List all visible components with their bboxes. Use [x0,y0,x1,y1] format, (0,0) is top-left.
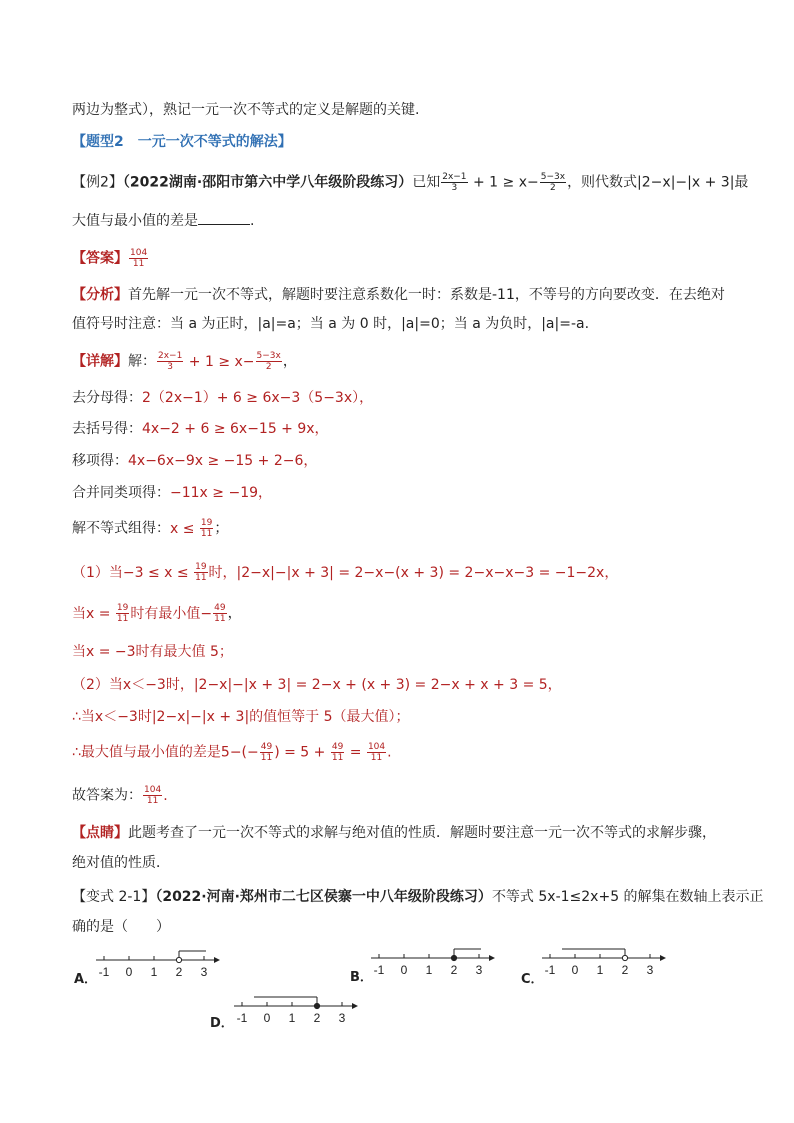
hollow-point [176,957,181,962]
fraction: $\frac{2x-1}{3}$ [158,351,183,372]
tick-label: -1 [544,963,556,977]
tick-label: -1 [373,963,385,977]
fraction: $\frac{19}{11}$ [116,603,129,624]
option-a-label[interactable]: A． [74,972,98,987]
min-line: 当x = $\frac{19}{11}$ 时有最小值− $\frac{49}{11}$ ， [72,603,242,624]
answer-blank [198,210,250,225]
constant-line: ∴当x＜−3时|2−x|−|x + 3|的值恒等于 5（最大值）； [72,709,410,725]
tick-label: -1 [236,1011,248,1025]
analysis-line2: 值符号时注意：当 a 为正时，|a|=a；当 a 为 0 时，|a|=0；当 a 为负时，|a|=-a. [72,316,590,332]
arrow-head [489,955,495,961]
final-answer-line: 故答案为： $\frac{104}{11}$ . [72,785,168,806]
difference-line: ∴最大值与最小值的差是5−(− $\frac{49}{11}$ ) = 5 + $\frac{49}{11}$ = $\frac{104}{11}$ . [72,742,392,763]
example-stem-line1: 【例2】（2022湖南·邵阳市第六中学八年级阶段练习）已知 $\frac{2x-1}{3}$ + 1 ≥ x− $\frac{5-3x}{2}$ ，则代数式|2−x|−|x + 3|最 [72,172,749,193]
fraction: $\frac{104}{11}$ [144,785,162,806]
option-c-number-line[interactable] [538,942,673,978]
tick-label: 1 [596,963,604,977]
option-a-number-line[interactable] [92,944,227,980]
solid-point [314,1003,319,1008]
answer-fraction: $\frac{104}{11}$ [130,248,148,269]
section-heading: 【题型2 一元一次不等式的解法】 [72,134,292,150]
intro-line: 两边为整式），熟记一元一次不等式的定义是解题的关键. [72,102,420,118]
step-line: 去分母得：2（2x−1）+ 6 ≥ 6x−3（5−3x）， [72,390,374,406]
tick-label: 3 [200,965,208,979]
answer-tag: 【答案】 [72,250,128,267]
option-b-number-line[interactable] [367,942,502,978]
option-c-label[interactable]: C． [521,972,544,987]
variant-tag: 【变式 2-1】 [72,889,156,905]
tick-label: 0 [125,965,133,979]
detail-line: 【详解】解： $\frac{2x-1}{3}$ + 1 ≥ x− $\frac{5-3x}{2}$ ， [72,351,297,372]
hollow-point [622,955,627,960]
tick-label: 1 [425,963,433,977]
max-line: 当x = −3时有最大值 5； [72,644,233,660]
tick-label: 3 [338,1011,346,1025]
comment-line1: 【点睛】此题考查了一元一次不等式的求解与绝对值的性质．解题时要注意一元一次不等式的求解步骤， [72,825,716,841]
tick-label: 2 [175,965,183,979]
tick-label: 3 [475,963,483,977]
fraction: $\frac{49}{11}$ [331,742,344,763]
solid-point [451,955,456,960]
tick-label: -1 [98,965,110,979]
answer-line [72,248,149,269]
analysis-line1: 【分析】首先解一元一次不等式，解题时要注意系数化一时：系数是-11，不等号的方向要改变．在去绝对 [72,287,725,303]
case2-line: （2）当x＜−3时，|2−x|−|x + 3| = 2−x + (x + 3) = 2−x + x + 3 = 5， [72,677,562,693]
tick-label: 3 [646,963,654,977]
fraction: $\frac{19}{11}$ [195,562,207,583]
fraction: $\frac{5-3x}{2}$ [540,172,566,193]
tick-label: 2 [450,963,458,977]
tick-label: 2 [313,1011,321,1025]
detail-tag: 【详解】 [72,353,128,370]
step-line: 去括号得：4x−2 + 6 ≥ 6x−15 + 9x， [72,421,329,437]
tick-label: 0 [571,963,579,977]
example-tag: 【例2】 [72,174,123,191]
fraction: $\frac{2x-1}{3}$ [442,172,467,193]
solve-line: 解不等式组得：x ≤ $\frac{19}{11}$ ； [72,518,229,539]
example-stem-line2: 大值与最小值的差是 . [72,210,254,231]
comment-tag: 【点睛】 [72,825,128,841]
fraction: $\frac{49}{11}$ [214,603,226,624]
option-d-label[interactable]: D． [210,1016,234,1031]
case1-line: （1）当−3 ≤ x ≤ $\frac{19}{11}$ 时，|2−x|−|x + 3| = 2−x−(x + 3) = 2−x−x−3 = −1−2x， [72,562,619,583]
fraction: $\frac{49}{11}$ [260,742,273,763]
arrow-head [352,1003,358,1009]
option-d-number-line[interactable] [230,990,365,1026]
variant-line1: 【变式 2-1】（2022·河南·郑州市二七区侯寨一中八年级阶段练习）不等式 5x-1≤2x+5 的解集在数轴上表示正 [72,889,764,905]
tick-label: 0 [263,1011,271,1025]
option-b-label[interactable]: B． [350,970,373,985]
step-line: 移项得：4x−6x−9x ≥ −15 + 2−6， [72,453,318,469]
tick-label: 2 [621,963,629,977]
arrow-head [660,955,666,961]
tick-label: 1 [150,965,158,979]
example-source: （2022湖南·邵阳市第六中学八年级阶段练习） [122,174,413,191]
analysis-tag: 【分析】 [72,287,128,303]
variant-source: （2022·河南·郑州市二七区侯寨一中八年级阶段练习） [155,889,492,905]
fraction: $\frac{104}{11}$ [367,742,386,763]
fraction: $\frac{19}{11}$ [200,518,213,539]
arrow-head [214,957,220,963]
comment-line2: 绝对值的性质． [72,855,170,871]
tick-label: 1 [288,1011,296,1025]
tick-label: 0 [400,963,408,977]
step-line: 合并同类项得：−11x ≥ −19， [72,485,273,501]
variant-line2: 确的是（ ） [72,919,170,935]
fraction: $\frac{5-3x}{2}$ [256,351,281,372]
